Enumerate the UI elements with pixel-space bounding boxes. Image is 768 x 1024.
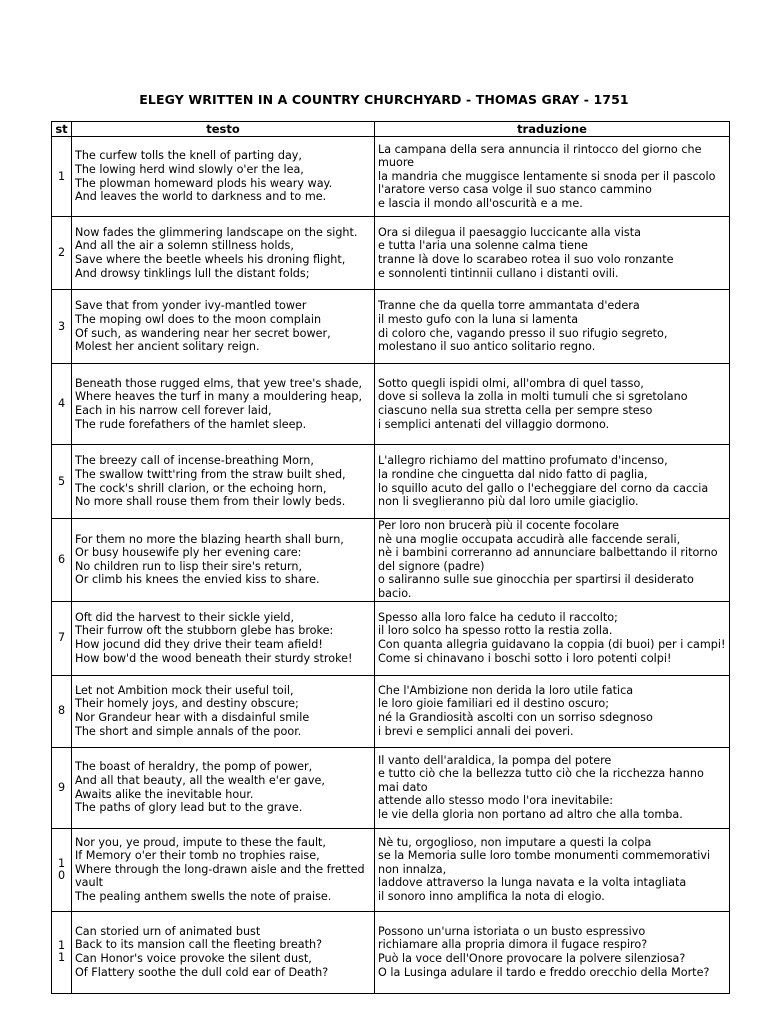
testo-line: Nor Grandeur hear with a disdainful smile xyxy=(75,711,310,725)
traduzione-line: attende allo stesso modo l'ora inevitabile: xyxy=(378,794,614,808)
stanza-number xyxy=(52,137,72,217)
traduzione-line: Nè tu, orgoglioso, non imputare a questi la colpa xyxy=(378,835,652,849)
testo-line: Let not Ambition mock their useful toil, xyxy=(75,683,294,697)
testo-line: No more shall rouse them from their lowly beds. xyxy=(75,495,346,509)
testo-line: The breezy call of incense-breathing Morn, xyxy=(75,454,314,468)
testo-line: Or busy housewife ply her evening care: xyxy=(75,546,302,560)
testo-line: The paths of glory lead but to the grave. xyxy=(75,801,303,815)
traduzione-line: Può la voce dell'Onore provocare la polvere silenziosa? xyxy=(378,952,686,966)
stanza-row xyxy=(52,137,730,217)
traduzione-line: laddove attraverso la lunga navata e la volta intagliata xyxy=(378,876,687,890)
traduzione-cell xyxy=(375,601,730,675)
traduzione-cell xyxy=(375,828,730,911)
traduzione-cell xyxy=(375,747,730,828)
stanza-row xyxy=(52,911,730,993)
document-title: ELEGY WRITTEN IN A COUNTRY CHURCHYARD - THOMAS GRAY - 1751 xyxy=(139,92,629,107)
testo-line: And leaves the world to darkness and to me. xyxy=(75,190,327,204)
testo-line: And all that beauty, all the wealth e'er gave, xyxy=(75,773,325,787)
testo-line: The short and simple annals of the poor. xyxy=(75,724,302,738)
stanza-number xyxy=(52,675,72,747)
testo-line: Where through the long-drawn aisle and the fretted vault xyxy=(75,862,365,890)
stanza-number xyxy=(52,445,72,519)
traduzione-cell xyxy=(375,911,730,993)
traduzione-line: o saliranno sulle sue ginocchia per spartirsi il desiderato bacio. xyxy=(378,573,694,600)
traduzione-line: e tutto ciò che la bellezza tutto ciò che la ricchezza hanno mai dato xyxy=(378,767,704,794)
stanza-number-text: 11 xyxy=(57,939,66,965)
testo-line: The pealing anthem swells the note of praise. xyxy=(75,889,332,903)
traduzione-line: di coloro che, vagando presso il suo rifugio segreto, xyxy=(378,326,668,340)
stanza-number-text: 2 xyxy=(57,246,66,259)
testo-cell xyxy=(72,137,375,217)
testo-line: And all the air a solemn stillness holds, xyxy=(75,239,294,253)
stanza-number xyxy=(52,828,72,911)
testo-line: Their furrow oft the stubborn glebe has broke: xyxy=(75,624,334,638)
testo-cell xyxy=(72,217,375,290)
traduzione-cell xyxy=(375,519,730,602)
testo-line: The cock's shrill clarion, or the echoing horn, xyxy=(75,481,327,495)
traduzione-line: e lascia il mondo all'oscurità e a me. xyxy=(378,196,583,210)
testo-line: Can storied urn of animated bust xyxy=(75,924,261,938)
traduzione-cell xyxy=(375,445,730,519)
testo-cell xyxy=(72,290,375,364)
testo-line: No children run to lisp their sire's return, xyxy=(75,559,303,573)
traduzione-line: Possono un'urna istoriata o un busto espressivo xyxy=(378,924,646,938)
testo-line: Can Honor's voice provoke the silent dust, xyxy=(75,952,312,966)
traduzione-line: L'allegro richiamo del mattino profumato d'incenso, xyxy=(378,454,668,468)
stanza-number xyxy=(52,290,72,364)
stanza-row xyxy=(52,290,730,364)
traduzione-line: Spesso alla loro falce ha ceduto il raccolto; xyxy=(378,610,618,624)
traduzione-line: lo squillo acuto del gallo o l'echeggiare del corno da caccia xyxy=(378,481,709,495)
testo-line: The lowing herd wind slowly o'er the lea, xyxy=(75,162,304,176)
traduzione-line: la rondine che cinguetta dal nido fatto di paglia, xyxy=(378,467,648,481)
traduzione-line: il mesto gufo con la luna si lamenta xyxy=(378,312,579,326)
traduzione-line: il sonoro inno amplifica la nota di elogio. xyxy=(378,889,605,903)
testo-line: Beneath those rugged elms, that yew tree's shade, xyxy=(75,376,363,390)
traduzione-cell xyxy=(375,137,730,217)
stanza-number xyxy=(52,747,72,828)
testo-line: Each in his narrow cell forever laid, xyxy=(75,404,272,417)
testo-line: Now fades the glimmering landscape on the sight. xyxy=(75,225,358,239)
traduzione-line: Che l'Ambizione non derida la loro utile fatica xyxy=(378,683,634,697)
stanza-row xyxy=(52,364,730,445)
traduzione-cell xyxy=(375,675,730,747)
traduzione-line: l'aratore verso casa volge il suo stanco cammino xyxy=(378,183,652,197)
testo-line: The swallow twitt'ring from the straw built shed, xyxy=(75,467,346,481)
stanza-row xyxy=(52,747,730,828)
testo-line: The curfew tolls the knell of parting day, xyxy=(75,149,302,163)
header-traduzione: traduzione xyxy=(375,122,730,137)
traduzione-line: dove si solleva la zolla in molti tumuli che si sgretolano xyxy=(378,390,688,404)
traduzione-line: nè una moglie occupata accudirà alle faccende serali, xyxy=(378,532,681,546)
traduzione-line: le loro gioie familiari ed il destino oscuro; xyxy=(378,697,609,711)
stanza-number xyxy=(52,217,72,290)
testo-line: Or climb his knees the envied kiss to share. xyxy=(75,573,320,587)
testo-line: The boast of heraldry, the pomp of power, xyxy=(75,760,313,774)
traduzione-line: e sonnolenti tintinnii cullano i distanti ovili. xyxy=(378,266,619,280)
testo-line: And drowsy tinklings lull the distant folds; xyxy=(75,266,310,280)
testo-line: Their homely joys, and destiny obscure; xyxy=(75,697,299,711)
stanza-number xyxy=(52,601,72,675)
traduzione-line: né la Grandiosità ascolti con un sorriso sdegnoso xyxy=(378,711,653,725)
traduzione-line: Il vanto dell'araldica, la pompa del potere xyxy=(378,753,612,767)
testo-cell xyxy=(72,601,375,675)
stanza-number-text: 8 xyxy=(57,704,66,718)
traduzione-cell xyxy=(375,364,730,445)
testo-cell xyxy=(72,675,375,747)
stanza-row xyxy=(52,601,730,675)
testo-line: The moping owl does to the moon complain xyxy=(75,312,322,326)
traduzione-line: non li sveglieranno più dal loro umile giaciglio. xyxy=(378,495,639,509)
traduzione-line: e tutta l'aria una solenne calma tiene xyxy=(378,239,588,253)
testo-line: Save where the beetle wheels his droning flight, xyxy=(75,253,346,266)
traduzione-line: se la Memoria sulle loro tombe monumenti commemorativi non innalza, xyxy=(378,849,711,876)
traduzione-cell xyxy=(375,217,730,290)
stanza-number xyxy=(52,911,72,993)
testo-line: Where heaves the turf in many a mouldering heap, xyxy=(75,390,363,404)
stanza-number-text: 10 xyxy=(57,856,66,882)
stanza-number-text: 6 xyxy=(57,552,66,566)
testo-line: Molest her ancient solitary reign. xyxy=(75,340,260,354)
poem-table xyxy=(51,121,730,994)
traduzione-line: La campana della sera annuncia il rintocco del giorno che muore xyxy=(378,142,702,170)
testo-line: Nor you, ye proud, impute to these the fault, xyxy=(75,835,326,849)
testo-line: Save that from yonder ivy-mantled tower xyxy=(75,299,307,313)
stanza-number-text: 9 xyxy=(57,780,66,794)
stanza-row xyxy=(52,675,730,747)
stanza-row xyxy=(52,445,730,519)
testo-line: For them no more the blazing hearth shall burn, xyxy=(75,532,344,546)
traduzione-line: Tranne che da quella torre ammantata d'edera xyxy=(378,299,640,313)
traduzione-line: O la Lusinga adulare il tardo e freddo orecchio della Morte? xyxy=(378,965,710,979)
stanza-number xyxy=(52,364,72,445)
testo-line: How jocund did they drive their team afield! xyxy=(75,638,323,652)
traduzione-cell xyxy=(375,290,730,364)
traduzione-line: tranne là dove lo scarabeo rotea il suo volo ronzante xyxy=(378,253,674,266)
traduzione-line: il loro solco ha spesso rotto la restia zolla. xyxy=(378,624,613,638)
testo-line: Of Flattery soothe the dull cold ear of Death? xyxy=(75,965,329,979)
traduzione-line: nè i bambini correranno ad annunciare balbettando il ritorno del signore (padre) xyxy=(378,546,718,573)
stanza-number-text: 3 xyxy=(57,319,66,333)
testo-cell xyxy=(72,364,375,445)
testo-line: How bow'd the wood beneath their sturdy stroke! xyxy=(75,651,353,665)
stanza-row xyxy=(52,519,730,602)
traduzione-line: ciascuno nella sua stretta cella per sempre steso xyxy=(378,404,653,417)
header-st: st xyxy=(52,122,72,137)
traduzione-line: Come si chinavano i boschi sotto i loro potenti colpi! xyxy=(378,651,672,665)
stanza-number-text: 1 xyxy=(57,169,66,183)
stanza-number-text: 7 xyxy=(57,631,66,645)
traduzione-line: i brevi e semplici annali dei poveri. xyxy=(378,724,574,738)
stanza-number xyxy=(52,519,72,602)
traduzione-line: le vie della gloria non portano ad altro che alla tomba. xyxy=(378,807,683,821)
traduzione-line: Ora si dilegua il paesaggio luccicante alla vista xyxy=(378,225,641,239)
testo-cell xyxy=(72,747,375,828)
traduzione-line: Sotto quegli ispidi olmi, all'ombra di quel tasso, xyxy=(378,376,644,390)
stanza-number-text: 4 xyxy=(57,397,66,410)
testo-line: The plowman homeward plods his weary way. xyxy=(75,176,333,190)
stanza-row xyxy=(52,217,730,290)
header-testo: testo xyxy=(72,122,375,137)
traduzione-line: la mandria che muggisce lentamente si snoda per il pascolo xyxy=(378,169,716,183)
testo-cell xyxy=(72,445,375,519)
testo-line: The rude forefathers of the hamlet sleep. xyxy=(75,417,307,431)
header-row xyxy=(52,122,730,137)
stanza-number-text: 5 xyxy=(57,474,66,488)
testo-line: Back to its mansion call the fleeting breath? xyxy=(75,938,323,952)
traduzione-line: Con quanta allegria guidavano la coppia (di buoi) per i campi! xyxy=(378,638,726,652)
traduzione-line: richiamare alla propria dimora il fugace respiro? xyxy=(378,938,648,952)
traduzione-line: i semplici antenati del villaggio dormono. xyxy=(378,417,610,431)
testo-line: Oft did the harvest to their sickle yield, xyxy=(75,610,294,624)
testo-line: Of such, as wandering near her secret bower, xyxy=(75,326,331,340)
traduzione-line: molestano il suo antico solitario regno. xyxy=(378,340,596,354)
stanza-row xyxy=(52,828,730,911)
testo-cell xyxy=(72,828,375,911)
testo-cell xyxy=(72,911,375,993)
testo-line: If Memory o'er their tomb no trophies raise, xyxy=(75,849,320,863)
traduzione-line: Per loro non brucerà più il cocente focolare xyxy=(378,519,620,532)
testo-line: Awaits alike the inevitable hour. xyxy=(75,787,254,801)
testo-cell xyxy=(72,519,375,602)
